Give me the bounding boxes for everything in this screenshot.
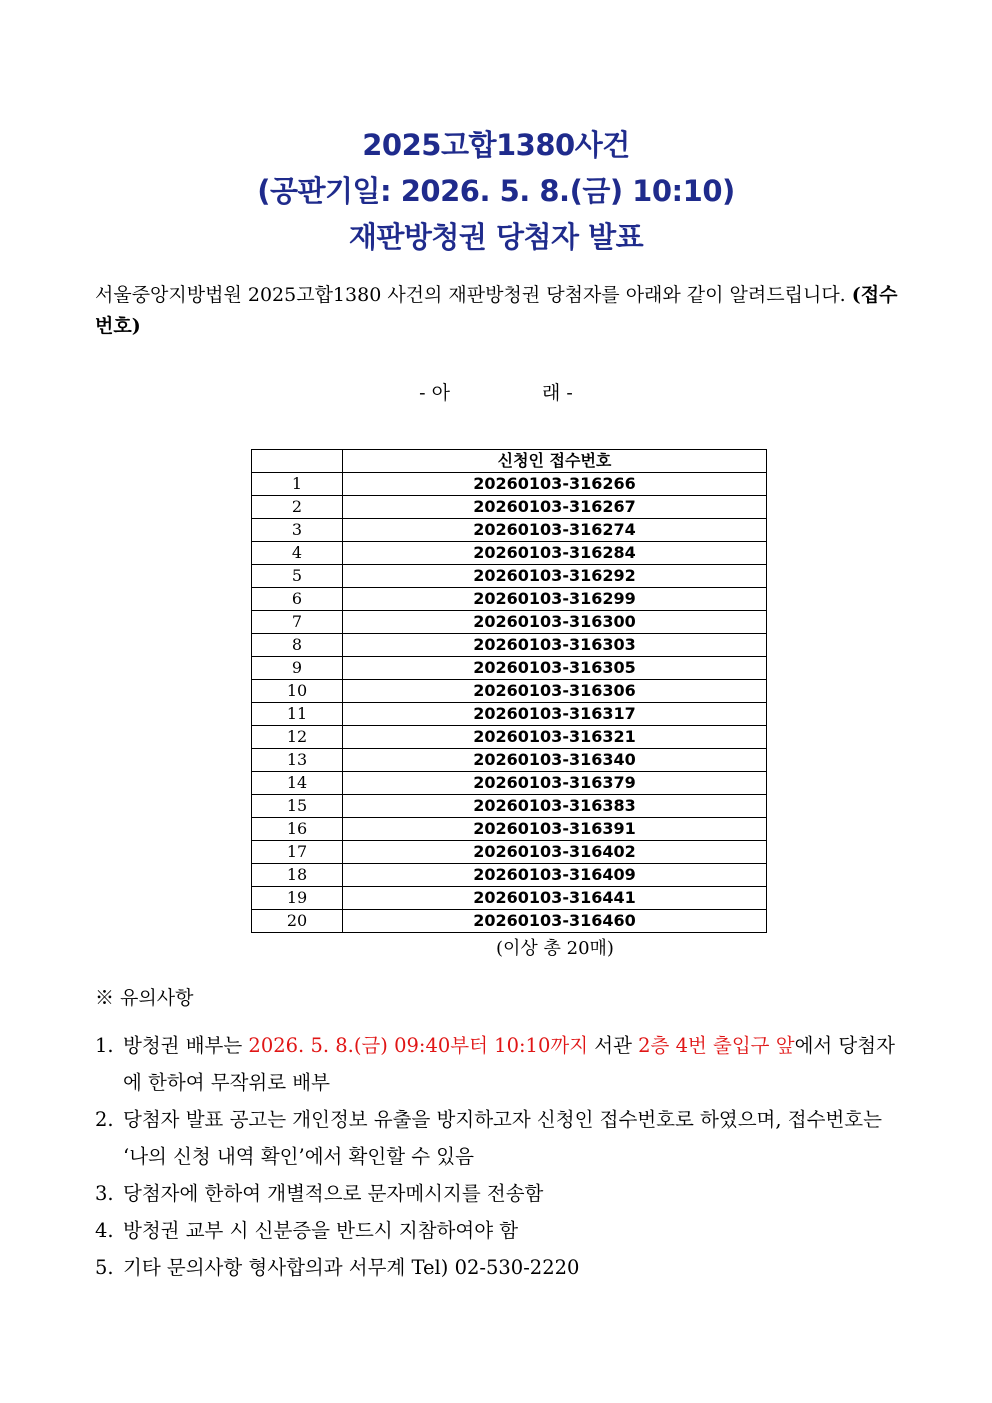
note-number: 2. [95,1108,114,1131]
note-item [95,1249,900,1286]
row-number: 12 [252,726,343,749]
receipt-number: 20260103-316317 [343,703,767,726]
number-header [252,450,343,473]
note-text: 당첨자에 한하여 개별적으로 문자메시지를 전송함 [123,1182,544,1205]
row-number: 2 [252,496,343,519]
row-number: 7 [252,611,343,634]
table-row [252,496,767,519]
hearing-date-title: (공판기일: 2026. 5. 8.(금) 10:10) [257,174,735,208]
table-row [252,588,767,611]
receipt-number: 20260103-316306 [343,680,767,703]
row-number: 18 [252,864,343,887]
below-marker-right: 래 - [542,382,573,404]
table-row [252,519,767,542]
note-item [95,1027,900,1101]
receipt-number: 20260103-316379 [343,772,767,795]
receipt-number: 20260103-316409 [343,864,767,887]
row-number: 13 [252,749,343,772]
distribution-time: 2026. 5. 8.(금) 09:40부터 10:10까지 [248,1034,589,1057]
row-number: 6 [252,588,343,611]
note-text: 방청권 배부는 [123,1034,249,1057]
row-number: 11 [252,703,343,726]
row-number: 19 [252,887,343,910]
table-row [252,703,767,726]
notes-list [95,1027,900,1286]
winners-table [251,449,767,933]
receipt-number: 20260103-316284 [343,542,767,565]
table-body [252,473,767,933]
row-number: 5 [252,565,343,588]
note-text: 방청권 교부 시 신분증을 반드시 지참하여야 함 [123,1219,519,1242]
receipt-number: 20260103-316383 [343,795,767,818]
receipt-number: 20260103-316300 [343,611,767,634]
row-number: 4 [252,542,343,565]
receipt-number: 20260103-316266 [343,473,767,496]
note-text: 기타 문의사항 형사합의과 서무계 Tel) 02-530-2220 [123,1256,580,1279]
below-marker-left: - 아 [419,382,450,404]
note-number: 1. [95,1034,114,1057]
table-row [252,864,767,887]
table-row [252,887,767,910]
table-row [252,910,767,933]
note-text: 당첨자 발표 공고는 개인정보 유출을 방지하고자 신청인 접수번호로 하였으며, 접수번호는 ‘나의 신청 내역 확인’에서 확인할 수 있음 [123,1108,882,1168]
receipt-number-header: 신청인 접수번호 [343,450,767,473]
intro-paragraph [95,280,915,342]
note-item [95,1101,900,1175]
distribution-location: 2층 4번 출입구 앞 [638,1034,795,1057]
case-title: 2025고합1380사건 [362,128,630,162]
receipt-number: 20260103-316402 [343,841,767,864]
table-row [252,772,767,795]
receipt-number: 20260103-316391 [343,818,767,841]
intro-suffix: (접수번호) [95,284,898,337]
row-number: 20 [252,910,343,933]
table-row [252,795,767,818]
note-item [95,1175,900,1212]
receipt-number: 20260103-316305 [343,657,767,680]
table-row [252,818,767,841]
receipt-number: 20260103-316321 [343,726,767,749]
note-number: 4. [95,1219,114,1242]
below-marker [0,378,992,405]
receipt-number: 20260103-316274 [343,519,767,542]
receipt-number: 20260103-316460 [343,910,767,933]
table-row [252,749,767,772]
row-number: 3 [252,519,343,542]
row-number: 8 [252,634,343,657]
note-text: 서관 [588,1034,639,1057]
receipt-number: 20260103-316340 [343,749,767,772]
total-count: (이상 총 20매) [496,938,614,959]
table-row [252,680,767,703]
row-number: 15 [252,795,343,818]
announcement-title: 재판방청권 당첨자 발표 [348,220,644,254]
note-number: 3. [95,1182,114,1205]
table-row [252,565,767,588]
table-header-row [252,450,767,473]
row-number: 9 [252,657,343,680]
table-row [252,657,767,680]
note-number: 5. [95,1256,114,1279]
intro-text: 서울중앙지방법원 2025고합1380 사건의 재판방청권 당첨자를 아래와 같이 알려드립니다. [95,284,846,306]
receipt-number: 20260103-316267 [343,496,767,519]
table-row [252,634,767,657]
title-block [0,122,992,260]
note-item [95,1212,900,1249]
receipt-number: 20260103-316292 [343,565,767,588]
table-row [252,611,767,634]
row-number: 16 [252,818,343,841]
receipt-number: 20260103-316299 [343,588,767,611]
row-number: 1 [252,473,343,496]
table-row [252,841,767,864]
receipt-number: 20260103-316303 [343,634,767,657]
row-number: 10 [252,680,343,703]
table-row [252,473,767,496]
table-row [252,542,767,565]
table-row [252,726,767,749]
notes-heading: ※ 유의사항 [95,987,194,1009]
row-number: 17 [252,841,343,864]
note-text: 에서 당첨자에 한하여 무작위로 배부 [123,1034,895,1094]
row-number: 14 [252,772,343,795]
receipt-number: 20260103-316441 [343,887,767,910]
